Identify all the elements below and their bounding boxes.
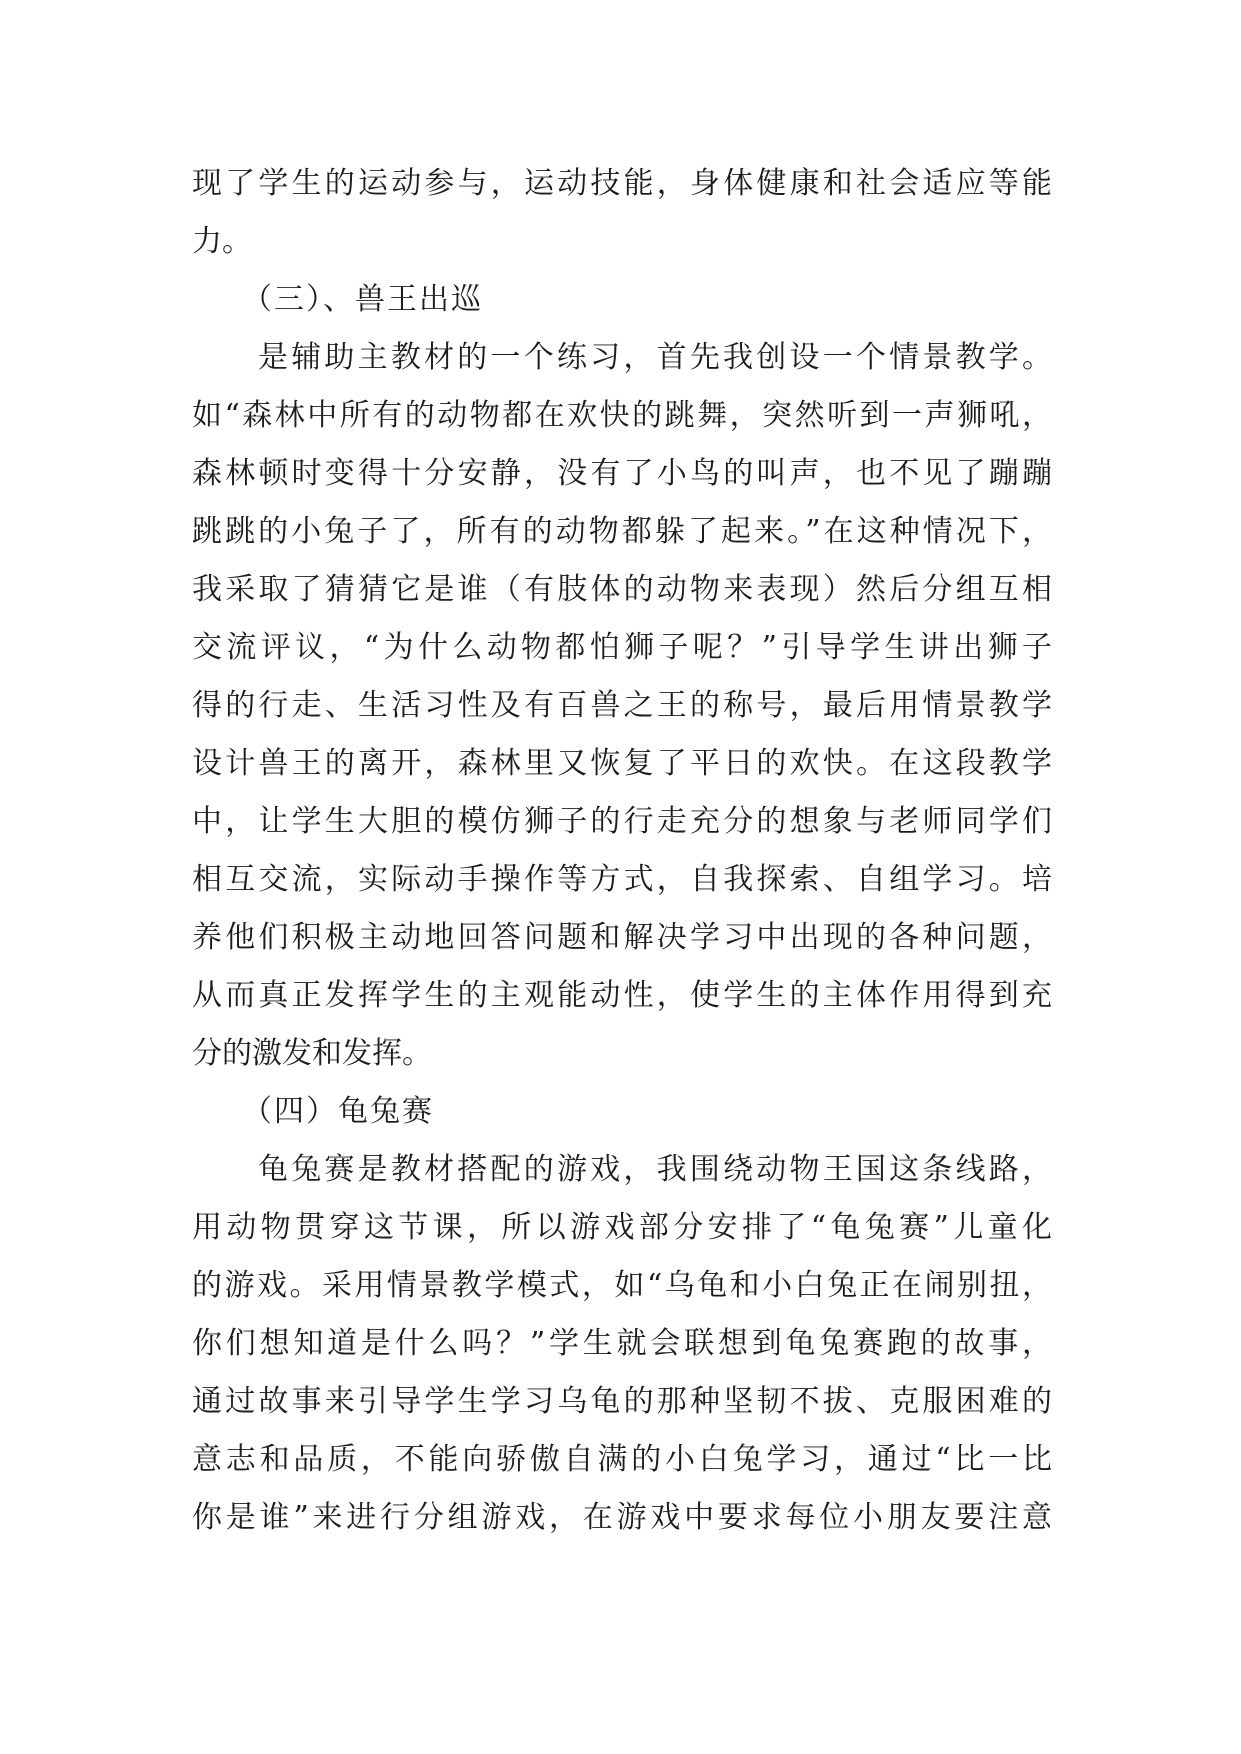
text-line: 我采取了猜猜它是谁（有肢体的动物来表现）然后分组互相: [192, 572, 1052, 607]
text-line: 分的激发和发挥。: [192, 1036, 432, 1071]
text-line: 通过故事来引导学生学习乌龟的那种坚韧不拔、克服困难的: [192, 1384, 1052, 1419]
text-line: 你们想知道是什么吗？”学生就会联想到龟兔赛跑的故事，: [192, 1326, 1052, 1361]
text-line: 意志和品质，不能向骄傲自满的小白兔学习，通过“比一比: [192, 1442, 1052, 1477]
text-line: 从而真正发挥学生的主观能动性，使学生的主体作用得到充: [192, 978, 1052, 1013]
text-line: 中，让学生大胆的模仿狮子的行走充分的想象与老师同学们: [192, 804, 1052, 839]
text-line: 如“森林中所有的动物都在欢快的跳舞，突然听到一声狮吼，: [192, 398, 1052, 433]
text-line: 设计兽王的离开，森林里又恢复了平日的欢快。在这段教学: [192, 746, 1052, 781]
section-paragraph: [192, 329, 1052, 1083]
continued-paragraph: [192, 155, 1052, 271]
text-line: 森林顿时变得十分安静，没有了小鸟的叫声，也不见了蹦蹦: [192, 456, 1052, 491]
text-line: 得的行走、生活习性及有百兽之王的称号，最后用情景教学: [192, 688, 1052, 723]
text-line: 是辅助主教材的一个练习，首先我创设一个情景教学。: [258, 340, 1052, 375]
text-line: 养他们积极主动地回答问题和解决学习中出现的各种问题，: [192, 920, 1052, 955]
text-line: 龟兔赛是教材搭配的游戏，我围绕动物王国这条线路，: [258, 1152, 1052, 1187]
text-line: 跳跳的小兔子了，所有的动物都躲了起来。”在这种情况下，: [192, 514, 1052, 549]
text-line: 相互交流，实际动手操作等方式，自我探索、自组学习。培: [192, 862, 1052, 897]
text-line: 用动物贯穿这节课，所以游戏部分安排了“龟兔赛”儿童化: [192, 1210, 1052, 1245]
section-tortoise-hare: [192, 1083, 1052, 1547]
section-heading: （四）龟兔赛: [242, 1094, 434, 1129]
text-line: 力。: [192, 224, 252, 259]
section-heading: （三）、兽王出巡: [242, 282, 483, 317]
text-line: 你是谁”来进行分组游戏，在游戏中要求每位小朋友要注意: [192, 1500, 1052, 1535]
text-line: 交流评议，“为什么动物都怕狮子呢？”引导学生讲出狮子: [192, 630, 1052, 665]
body-text: [192, 155, 1052, 1547]
text-line: 现了学生的运动参与，运动技能，身体健康和社会适应等能: [192, 166, 1052, 201]
section-lion-king: [192, 271, 1052, 1083]
text-line: 的游戏。采用情景教学模式，如“乌龟和小白兔正在闹别扭，: [192, 1268, 1052, 1303]
section-paragraph: [192, 1141, 1052, 1547]
